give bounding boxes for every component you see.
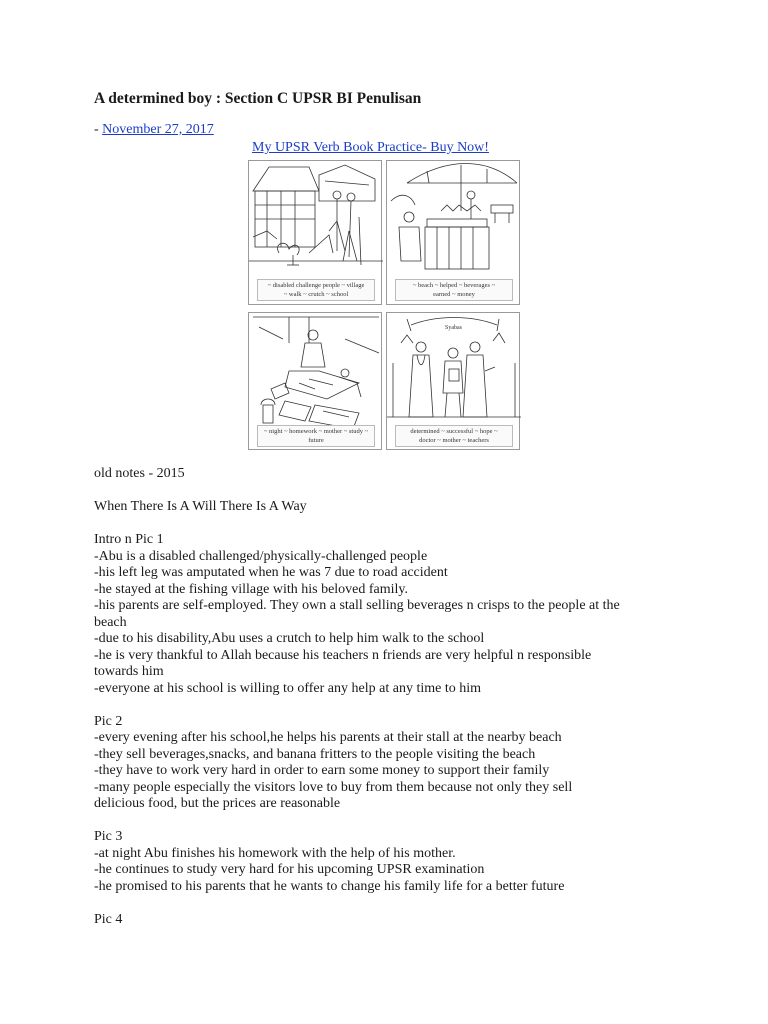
pic-4-title: Pic 4	[94, 911, 123, 927]
pic-2-line: -they have to work very hard in order to earn some money to support their family	[94, 763, 550, 778]
panel-3-caption-line-2: future	[308, 437, 324, 444]
pic-1-line: -he is very thankful to Allah because his teachers n friends are very helpful n responsible	[94, 647, 592, 663]
pic-1-line: -his parents are self-employed. They own a stall selling beverages n crisps to the people at the	[94, 598, 620, 613]
panel-2-caption-line-1: ~ beach ~ helped ~ beverages ~	[412, 282, 496, 289]
panel-1-caption-line-2: ~ walk ~ crutch ~ school	[283, 291, 349, 298]
pic-1-line: towards him	[94, 664, 164, 679]
panel-2-caption-line-2: earned ~ money	[433, 291, 475, 298]
pic-2-title: Pic 2	[94, 713, 123, 729]
pic-1-line: -he stayed at the fishing village with his beloved family.	[94, 581, 409, 597]
picture-panel-4	[386, 312, 520, 450]
panel-1-caption-line-1: ~ disabled challenge people ~ village	[267, 282, 365, 289]
picture-panel-3	[248, 312, 382, 450]
picture-panel-2	[386, 160, 520, 305]
pic-3-line: -at night Abu finishes his homework with the help of his mother.	[94, 845, 456, 861]
pic-3-title: Pic 3	[94, 829, 123, 844]
picture-panel-1	[248, 160, 382, 305]
essay-heading: When There Is A Will There Is A Way	[94, 499, 307, 514]
pic-2-line: -every evening after his school,he helps his parents at their stall at the nearby beach	[94, 730, 562, 745]
panel-4-caption-line-2: doctor ~ mother ~ teachers	[419, 437, 489, 444]
celebration-banner-text: Syabas	[445, 325, 462, 331]
pic-2-line: -they sell beverages,snacks, and banana fritters to the people visiting the beach	[94, 746, 536, 762]
pic-1-line: beach	[94, 614, 127, 630]
notes-body	[94, 466, 694, 928]
date-prefix: -	[94, 122, 103, 137]
post-date-link[interactable]: November 27, 2017	[102, 122, 214, 137]
pic-2-line: -many people especially the visitors love to buy from them because not only they sell	[94, 779, 573, 795]
pic-1-line: -his left leg was amputated when he was 7 due to road accident	[94, 565, 448, 580]
pic-3-line: -he continues to study very hard for his upcoming UPSR examination	[94, 862, 485, 877]
pic-2-line: delicious food, but the prices are reasonable	[94, 796, 341, 811]
picture-composition	[248, 160, 520, 450]
pic-1-line: -Abu is a disabled challenged/physically-challenged people	[94, 548, 428, 564]
buy-book-link[interactable]: My UPSR Verb Book Practice- Buy Now!	[252, 140, 489, 155]
panel-3-caption-line-1: ~ night ~ homework ~ mother ~ study ~	[263, 428, 369, 435]
post-date-line	[94, 122, 214, 138]
panel-4-caption-line-1: determined ~ successful ~ hope ~	[410, 428, 498, 435]
old-notes-label: old notes - 2015	[94, 466, 185, 481]
pic-1-line: -everyone at his school is willing to offer any help at any time to him	[94, 680, 481, 696]
pic-1-line: -due to his disability,Abu uses a crutch to help him walk to the school	[94, 631, 485, 646]
post-title: A determined boy : Section C UPSR BI Penulisan	[94, 90, 422, 107]
pic-1-title: Intro n Pic 1	[94, 532, 164, 547]
pic-3-line: -he promised to his parents that he wants to change his family life for a better future	[94, 878, 565, 894]
